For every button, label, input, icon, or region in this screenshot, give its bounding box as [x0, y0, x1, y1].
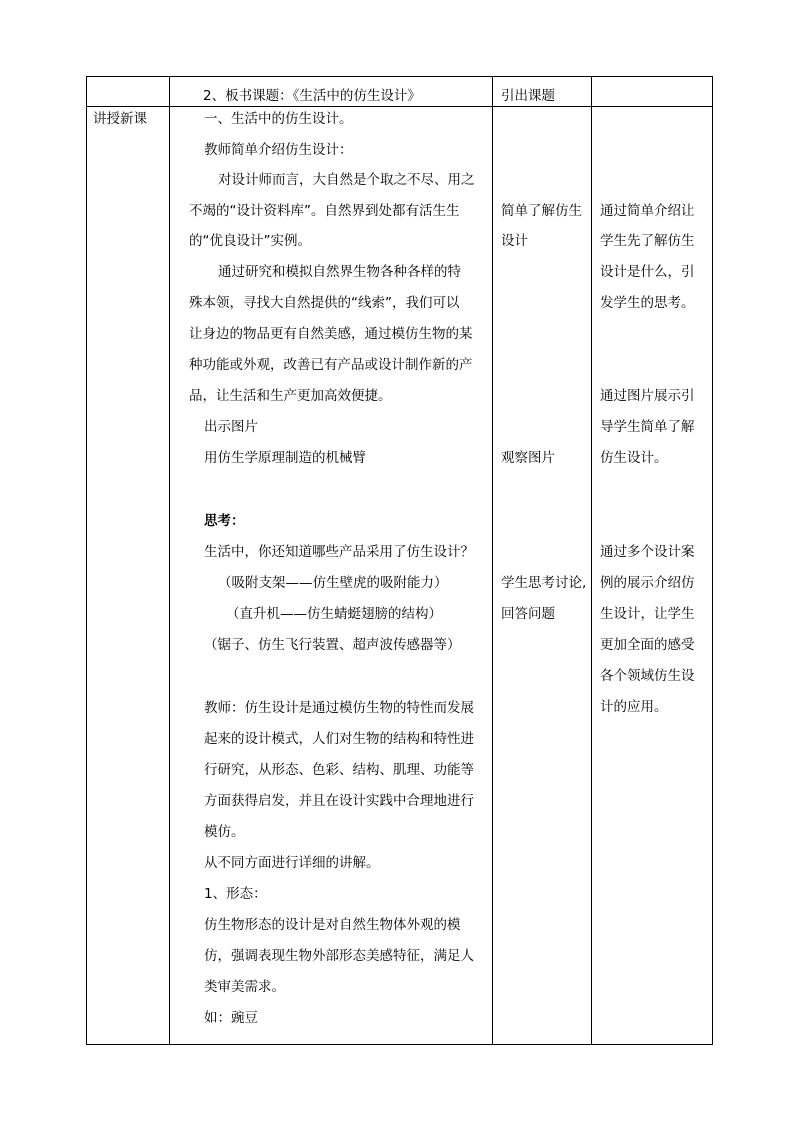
- activity-line: 观察图片: [501, 450, 555, 466]
- content-line: 教师：仿生设计是通过模仿生物的特性而发展: [204, 700, 474, 716]
- content-line: 仿，强调表现生物外部形态美感特征，满足人: [204, 948, 474, 964]
- content-line: 从不同方面进行详细的讲解。: [204, 855, 380, 871]
- content-row: [87, 107, 713, 1045]
- content-line: 让身边的物品更有自然美感，通过模仿生物的某: [189, 326, 473, 342]
- header-empty-cell-right: [592, 77, 713, 107]
- header-empty-cell: [87, 77, 170, 107]
- content-line: 的“优良设计”实例。: [189, 233, 311, 249]
- teaching-content-cell: [170, 107, 493, 1045]
- intro-topic-text: 引出课题: [501, 88, 555, 104]
- activity-line: 学生思考讨论,: [501, 575, 587, 591]
- content-line: （吸附支架——仿生壁虎的吸附能力）: [218, 575, 448, 591]
- content-line: 用仿生学原理制造的机械臂: [204, 450, 366, 466]
- think-heading: 思考：: [204, 513, 245, 529]
- content-line: 通过研究和模拟自然界生物各种各样的特: [218, 264, 461, 280]
- content-line: 类审美需求。: [204, 979, 285, 995]
- activity-line: 简单了解仿生: [501, 203, 582, 219]
- intent-line: 学生先了解仿生: [600, 233, 695, 249]
- intent-line: 仿生设计。: [600, 450, 668, 466]
- content-line: 1、形态：: [204, 886, 267, 902]
- content-line: 生活中，你还知道哪些产品采用了仿生设计？: [204, 544, 474, 560]
- intent-line: 各个领域仿生设: [600, 668, 695, 684]
- intent-line: 通过多个设计案: [600, 544, 695, 560]
- section-label-cell: [87, 107, 170, 1045]
- activity-line: 回答问题: [501, 606, 555, 622]
- content-line: 模仿。: [204, 824, 245, 840]
- content-line: 殊本领，寻找大自然提供的“线索”，我们可以: [189, 295, 460, 311]
- content-line: 一、生活中的仿生设计。: [204, 111, 353, 127]
- content-line: 对设计师而言，大自然是个取之不尽、用之: [218, 172, 475, 188]
- board-title-text: 2、板书课题：《生活中的仿生设计》: [203, 88, 421, 104]
- header-activity-cell: [493, 77, 592, 107]
- content-line: 种功能或外观，改善已有产品或设计制作新的产: [189, 357, 473, 373]
- header-title-cell: [170, 77, 493, 107]
- content-line: 起来的设计模式，人们对生物的结构和特性进: [204, 731, 474, 747]
- content-line: 教师简单介绍仿生设计：: [204, 142, 353, 158]
- intent-line: 导学生简单了解: [600, 419, 695, 435]
- design-intent-cell: [592, 107, 713, 1045]
- intent-line: 设计是什么，引: [600, 264, 695, 280]
- intent-line: 通过图片展示引: [600, 388, 695, 404]
- content-line: 仿生物形态的设计是对自然生物体外观的模: [204, 917, 461, 933]
- intent-line: 通过简单介绍让: [600, 203, 695, 219]
- content-line: 行研究，从形态、色彩、结构、肌理、功能等: [204, 762, 474, 778]
- lesson-plan-table: [86, 76, 713, 1045]
- content-line: 如：豌豆: [204, 1010, 258, 1026]
- section-label: 讲授新课: [93, 111, 147, 127]
- intent-line: 生设计，让学生: [600, 606, 695, 622]
- intent-line: 更加全面的感受: [600, 637, 695, 653]
- student-activity-cell: [493, 107, 592, 1045]
- content-line: （锯子、仿生飞行装置、超声波传感器等）: [204, 637, 461, 653]
- header-row: [87, 77, 713, 107]
- content-line: 品，让生活和生产更加高效便捷。: [189, 388, 392, 404]
- content-line: （直升机——仿生蜻蜓翅膀的结构）: [226, 606, 442, 622]
- intent-line: 例的展示介绍仿: [600, 575, 695, 591]
- content-line: 出示图片: [204, 419, 258, 435]
- intent-line: 计的应用。: [600, 699, 668, 715]
- content-line: 方面获得启发，并且在设计实践中合理地进行: [204, 793, 474, 809]
- content-line: 不竭的“设计资料库”。自然界到处都有活生生: [189, 203, 460, 219]
- intent-line: 发学生的思考。: [600, 295, 695, 311]
- activity-line: 设计: [501, 233, 528, 249]
